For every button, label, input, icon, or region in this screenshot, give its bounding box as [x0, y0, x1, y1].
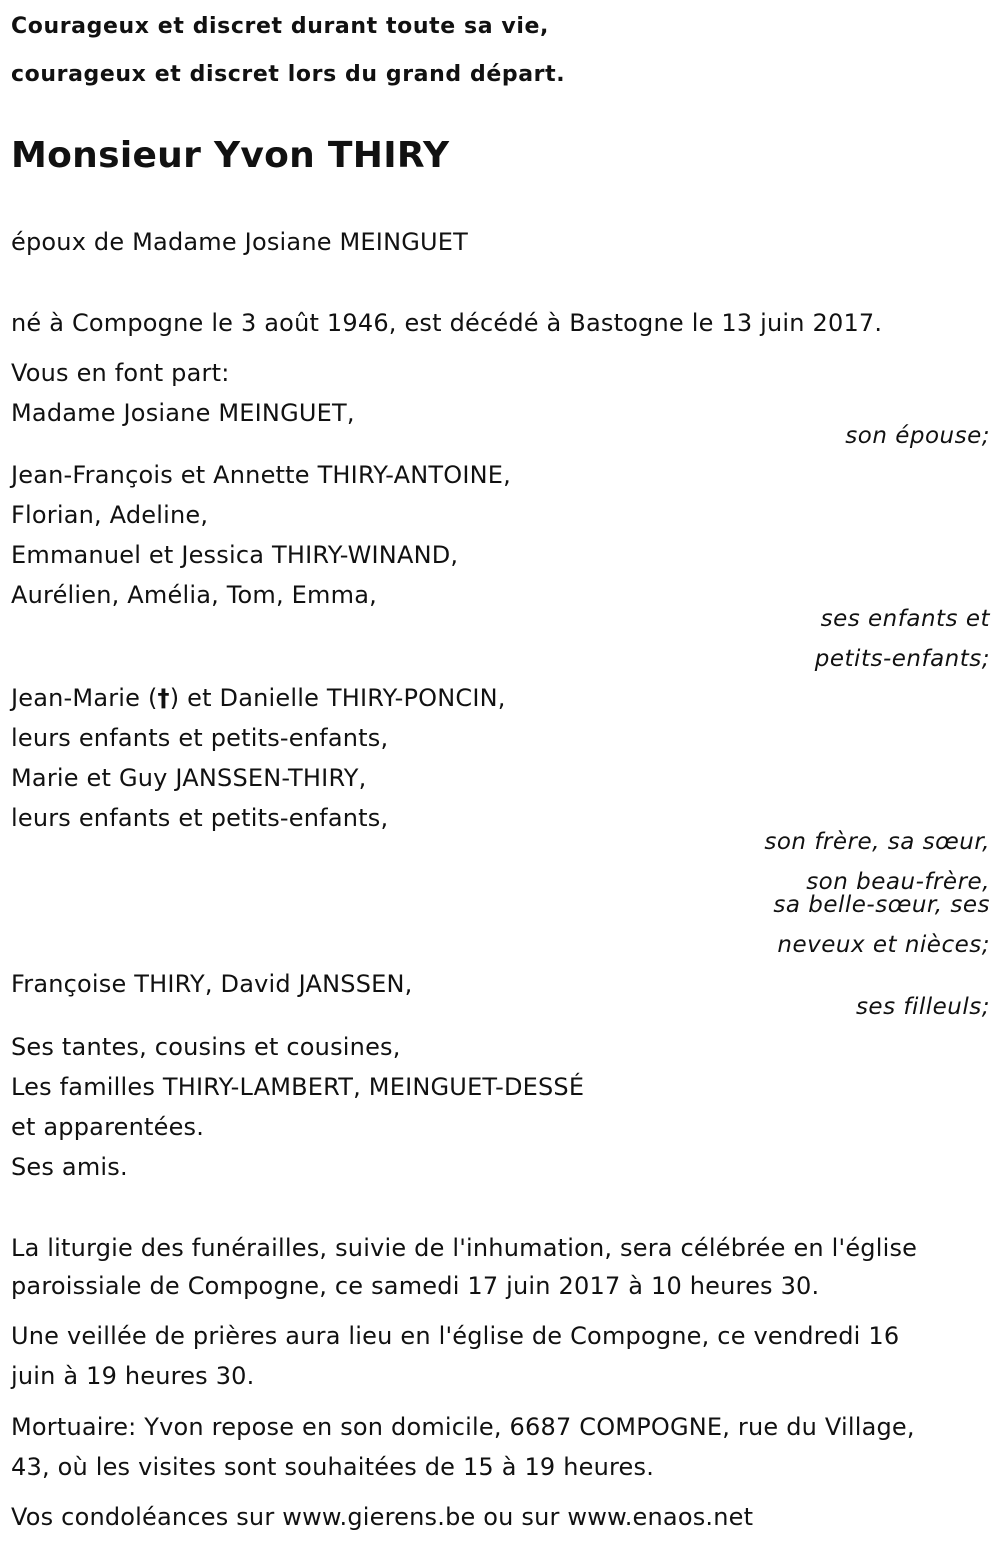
siblings-first-line-start: Jean-Marie ( — [11, 684, 158, 712]
liturgy-line: La liturgie des funérailles, suivie de l'inhumation, sera célébrée en l'église — [11, 1234, 918, 1262]
deceased-name: Monsieur Yvon THIRY — [11, 135, 450, 176]
mortuary-line: Mortuaire: Yvon repose en son domicile, 6687 COMPOGNE, rue du Village, — [11, 1413, 915, 1441]
family-siblings-relation: neveux et nièces; — [777, 932, 990, 958]
motto-line-1: Courageux et discret durant toute sa vie, — [11, 14, 549, 39]
family-siblings-name — [11, 683, 506, 713]
family-siblings-relation: sa belle-sœur, ses — [773, 892, 990, 918]
family-siblings-relation: son beau-frère, — [806, 869, 990, 895]
family-children-name: Jean-François et Annette THIRY-ANTOINE, — [11, 461, 511, 489]
vigil-line: juin à 19 heures 30. — [11, 1362, 255, 1390]
family-others-line: Ses tantes, cousins et cousines, — [11, 1033, 401, 1061]
family-spouse-name: Madame Josiane MEINGUET, — [11, 399, 355, 427]
family-siblings-name: Marie et Guy JANSSEN-THIRY, — [11, 764, 367, 792]
family-siblings-name: leurs enfants et petits-enfants, — [11, 804, 389, 832]
family-children-relation: ses enfants et — [820, 606, 990, 632]
family-children-name: Emmanuel et Jessica THIRY-WINAND, — [11, 541, 459, 569]
family-others-line: et apparentées. — [11, 1113, 205, 1141]
family-siblings-name: leurs enfants et petits-enfants, — [11, 724, 389, 752]
family-children-name: Florian, Adeline, — [11, 501, 209, 529]
family-others-line: Ses amis. — [11, 1153, 128, 1181]
vigil-line: Une veillée de prières aura lieu en l'église de Compogne, ce vendredi 16 — [11, 1322, 900, 1350]
spouse-line: époux de Madame Josiane MEINGUET — [11, 228, 469, 256]
siblings-first-line-end: ) et Danielle THIRY-PONCIN, — [169, 684, 506, 712]
liturgy-line: paroissiale de Compogne, ce samedi 17 juin 2017 à 10 heures 30. — [11, 1272, 820, 1300]
family-spouse-relation: son épouse; — [845, 423, 990, 449]
family-children-name: Aurélien, Amélia, Tom, Emma, — [11, 581, 377, 609]
family-godchildren-name: Françoise THIRY, David JANSSEN, — [11, 970, 413, 998]
motto-line-2: courageux et discret lors du grand départ. — [11, 62, 566, 87]
cross-icon: † — [157, 684, 170, 712]
family-siblings-relation: son frère, sa sœur, — [764, 829, 990, 855]
family-children-relation: petits-enfants; — [814, 646, 990, 672]
birth-death-line: né à Compogne le 3 août 1946, est décédé à Bastogne le 13 juin 2017. — [11, 309, 883, 337]
condolences-line: Vos condoléances sur www.gierens.be ou sur www.enaos.net — [11, 1503, 754, 1531]
family-others-line: Les familles THIRY-LAMBERT, MEINGUET-DESSÉ — [11, 1073, 585, 1101]
family-godchildren-relation: ses filleuls; — [855, 994, 990, 1020]
mortuary-line: 43, où les visites sont souhaitées de 15 à 19 heures. — [11, 1453, 655, 1481]
family-intro: Vous en font part: — [11, 359, 230, 387]
